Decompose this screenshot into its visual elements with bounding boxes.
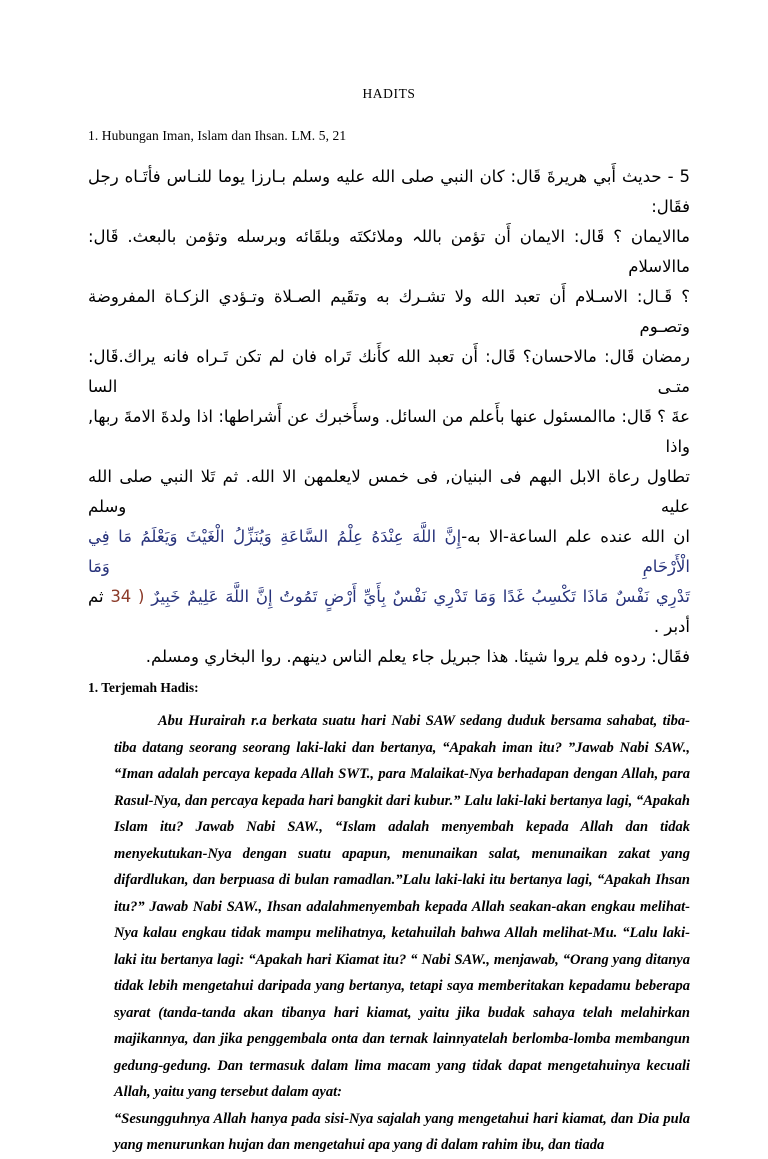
- translation-subheading: 1. Terjemah Hadis:: [88, 680, 199, 695]
- quran-ayat-part-1: إِنَّ اللَّهَ عِنْدَهُ عِلْمُ السَّاعَةِ وَيُنَزِّلُ الْغَيْثَ وَيَعْلَمُ مَا فِي الْأَرْحَامِ وَمَا: [88, 527, 690, 576]
- ayat-tail-text: ثم أدبر .: [88, 587, 690, 636]
- section-heading: 1. Hubungan Iman, Islam dan Ihsan. LM. 5, 21: [88, 128, 347, 143]
- arabic-line-1: 5 - حديث أَبي هريرةَ قَال: كان النبي صلى الله عليه وسلم بـارزا يوما للنـاس فأتَـاه رجل فقَال:: [88, 167, 690, 216]
- arabic-hadith-block: [88, 162, 690, 672]
- arabic-line-7-plain: ان الله عنده علم الساعة-الا به-: [461, 527, 690, 546]
- arabic-line-7: [88, 522, 690, 582]
- arabic-line-6: تطاول رعاة الابل البهم فى البنيان, فى خمس لايعلمهن الا الله. ثم تَلا النبي صلى الله عليه وسلم: [88, 467, 690, 516]
- ayat-number: ( 34: [110, 587, 145, 606]
- quran-ayat-part-2: تَدْرِي نَفْسٌ مَاذَا تَكْسِبُ غَدًا وَمَا تَدْرِي نَفْسٌ بِأَيِّ أَرْضٍ تَمُوتُ إِنَّ اللَّهَ عَلِيمٌ خَبِيرٌ: [151, 587, 691, 606]
- translation-body: [88, 708, 690, 1159]
- translation-paragraph-1-text: Abu Hurairah r.a berkata suatu hari Nabi SAW sedang duduk bersama sahabat, tiba-tiba datang seorang seorang laki-laki dan bertanya, “Apakah iman itu? ”Jawab Nabi SAW., “Iman adalah percaya kepada Allah SWT., para Malaikat-Nya berhadapan dengan Allah, para Rasul-Nya, dan percaya kepada hari bangkit dari kubur.” Lalu laki-laki bertanya lagi, “Apakah Islam itu? Jawab Nabi SAW., “Islam adalah menyembah kepada Allah dan tidak menyekutukan-Nya dengan suatu apapun, menunaikan salat, menunaikan zakat yang difardlukan, dan berpuasa di bulan ramadlan.”Lalu laki-laki itu bertanya lagi, “Apakah Ihsan itu?” Jawab Nabi SAW., Ihsan adalahmenyembah kepada Allah seakan-akan engkau melihat-Nya kalau engkau tidak mampu melihatnya, ketahuilah bahwa Allah melihat-Mu. “Lalu laki-laki itu bertanya lagi: “Apakah hari Kiamat itu? “ Nabi SAW., menjawab, “Orang yang ditanya tidak lebih mengetahui daripada yang bertanya, tetapi saya memberitakan kepadamu beberapa syarat (tanda-tanda akan tibanya hari kiamat, yaitu jika budak sahaya telah melahirkan majikannya, dan jika penggembala onta dan ternak lainnyatelah berlomba-lomba membangun gedung-gedung. Dan termasuk dalam lima macam yang tidak dapat mengetahuinya kecuali Allah, yaitu yang tersebut dalam ayat:: [114, 713, 690, 1100]
- arabic-line-4: رمضان قَال: مالاحسان؟ قَال: أَن تعبد الله كأَنك تَراه فان لم تكن تَـراه فانه يراك.قَال: متـى السا: [88, 347, 690, 396]
- arabic-line-5: عةَ ؟ قَال: ماالمسئول عنها بأَعلم من السائل. وسأَخبرك عن أَشراطها: اذا ولدةَ الامةَ ربها, واذا: [88, 407, 690, 456]
- arabic-line-8: [88, 582, 690, 642]
- page-title: HADITS: [362, 86, 416, 101]
- arabic-closing-line: فقَال: ردوه فلم يروا شيئا. هذا جبريل جاء يعلم الناس دينهم. روا البخاري ومسلم.: [145, 647, 690, 666]
- arabic-line-3: ؟ قَـال: الاسـلام أَن تعبد الله ولا تشـرك به وتقَيم الصـلاة وتـؤدي الزكـاة المفروضة وتصـوم: [88, 287, 690, 336]
- arabic-line-2: ماالايمان ؟ قَال: الايمان أَن تؤمن باللہ وملائكتَه وبلقَائه وبرسله وتؤمن بالبعث. قَال: ماالاسلام: [88, 227, 690, 276]
- translation-paragraph-2: “Sesungguhnya Allah hanya pada sisi-Nya sajalah yang mengetahui hari kiamat, dan Dia pula yang menurunkan hujan dan mengetahui apa yang di dalam rahim ibu, dan tiada: [114, 1110, 690, 1153]
- translation-paragraph-1: [114, 708, 690, 1106]
